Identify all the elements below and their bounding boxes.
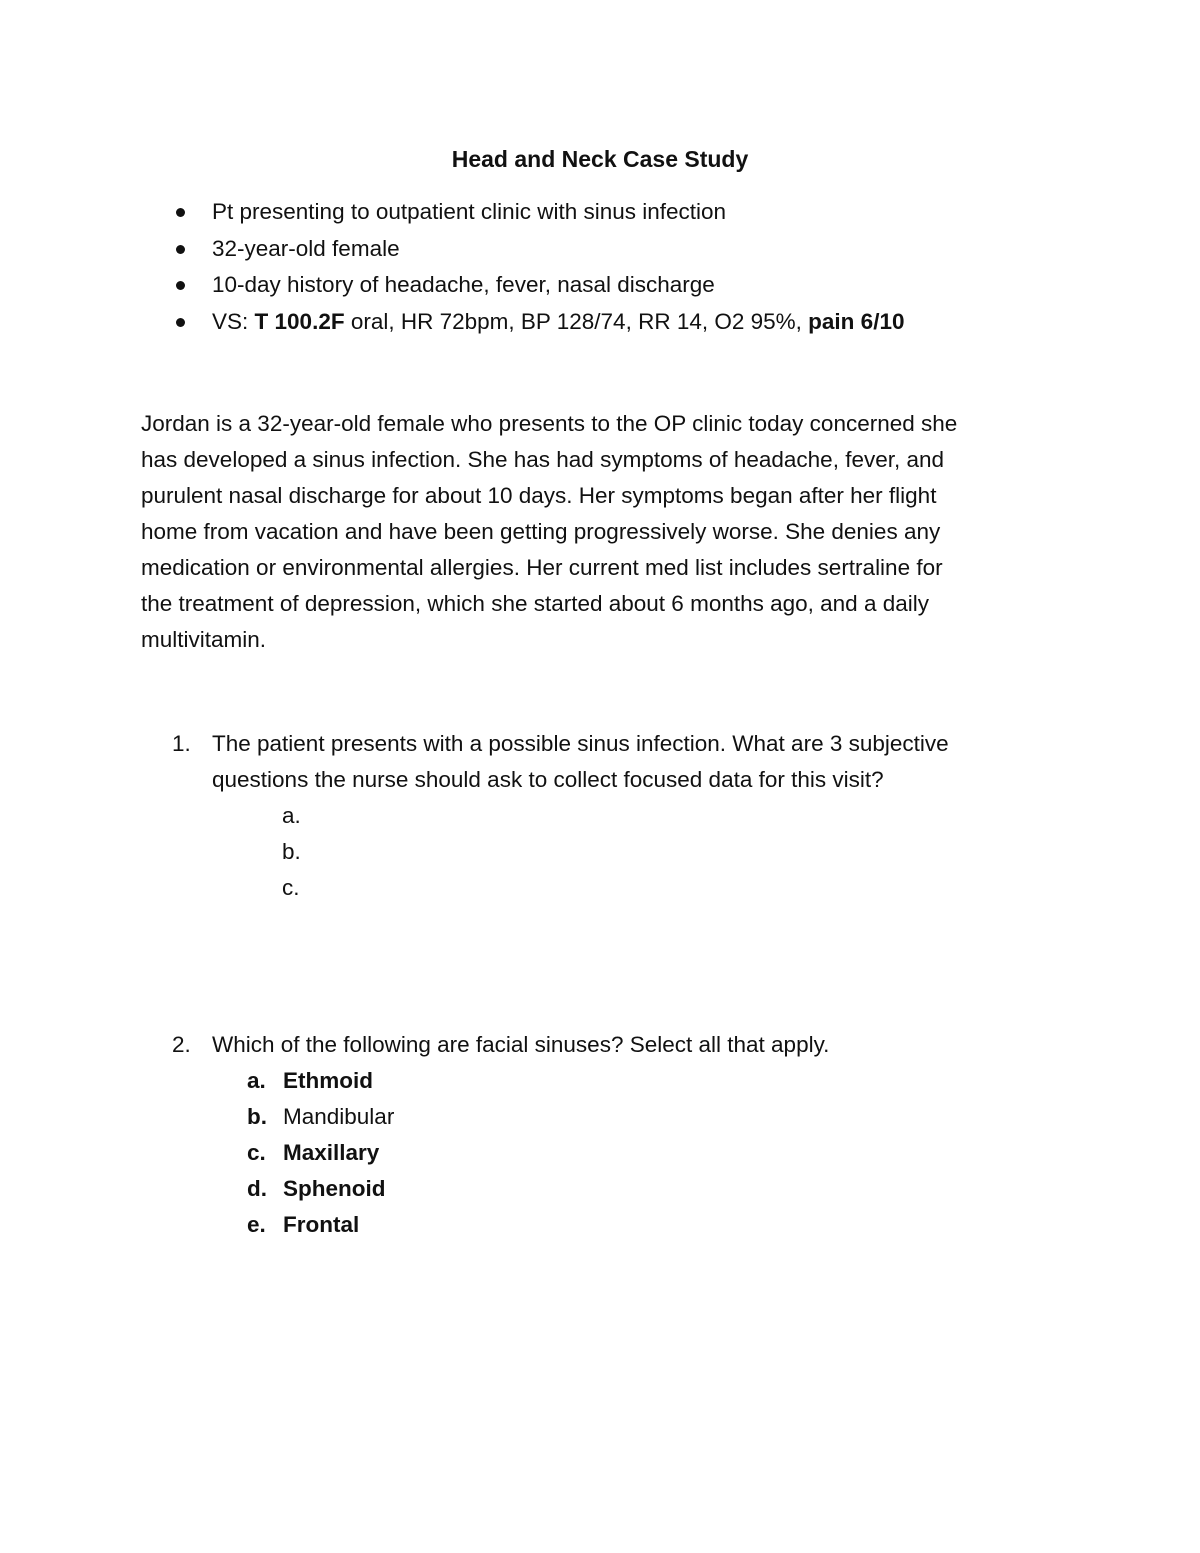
option-item — [247, 1171, 394, 1207]
question-line: The patient presents with a possible sinus infection. What are 3 subjective — [212, 731, 949, 756]
paragraph-line: medication or environmental allergies. Her current med list includes sertraline for — [141, 555, 943, 580]
option-letter: e. — [247, 1212, 266, 1237]
option-item — [247, 1135, 394, 1171]
paragraph-line: home from vacation and have been getting progressively worse. She denies any — [141, 519, 941, 544]
bullet-item — [172, 270, 904, 307]
paragraph-line: purulent nasal discharge for about 10 days. Her symptoms began after her flight — [141, 483, 937, 508]
option-item — [247, 1099, 394, 1135]
bullet-item — [172, 197, 904, 234]
option-letter: d. — [247, 1176, 267, 1201]
option-label: Mandibular — [283, 1104, 395, 1129]
bullet-icon — [176, 281, 185, 290]
question-text — [212, 726, 949, 798]
question-number: 2. — [172, 1032, 191, 1057]
vitals-temperature: T 100.2F — [254, 308, 345, 334]
option-item — [247, 1207, 394, 1243]
answer-blank: c. — [282, 875, 300, 900]
option-letter: c. — [247, 1140, 266, 1165]
summary-bullet-list — [172, 197, 904, 343]
option-letter: a. — [247, 1068, 266, 1093]
bullet-item — [172, 234, 904, 271]
bullet-icon — [176, 208, 185, 217]
vitals-middle: oral, HR 72bpm, BP 128/74, RR 14, O2 95%, — [344, 308, 809, 334]
question-1-answer-list — [282, 798, 301, 906]
question-text — [212, 1027, 829, 1063]
vitals-prefix: VS: — [212, 308, 255, 334]
case-narrative-paragraph — [141, 406, 1061, 658]
bullet-text: Pt presenting to outpatient clinic with sinus infection — [212, 199, 727, 224]
paragraph-line: Jordan is a 32-year-old female who presents to the OP clinic today concerned she — [141, 411, 958, 436]
answer-blank: a. — [282, 803, 301, 828]
bullet-item-vitals — [172, 307, 904, 344]
page-title: Head and Neck Case Study — [451, 146, 749, 172]
option-label: Frontal — [283, 1212, 360, 1237]
question-number: 1. — [172, 731, 191, 756]
vitals-pain: pain 6/10 — [808, 308, 905, 334]
bullet-icon — [176, 245, 185, 254]
paragraph-line: has developed a sinus infection. She has had symptoms of headache, fever, and — [141, 447, 945, 472]
question-line: questions the nurse should ask to collect focused data for this visit? — [212, 767, 884, 792]
bullet-text: 32-year-old female — [212, 235, 400, 261]
paragraph-line: multivitamin. — [141, 627, 267, 652]
bullet-icon — [176, 318, 185, 327]
question-2-option-list — [247, 1063, 394, 1243]
option-label: Ethmoid — [283, 1068, 373, 1093]
option-item — [247, 1063, 394, 1099]
answer-blank: b. — [282, 839, 301, 864]
question-line: Which of the following are facial sinuses? Select all that apply. — [212, 1032, 830, 1057]
bullet-text: 10-day history of headache, fever, nasal discharge — [212, 272, 715, 297]
option-label: Maxillary — [283, 1140, 380, 1165]
option-label: Sphenoid — [283, 1176, 386, 1201]
paragraph-line: the treatment of depression, which she started about 6 months ago, and a daily — [141, 591, 929, 616]
option-letter: b. — [247, 1104, 267, 1129]
